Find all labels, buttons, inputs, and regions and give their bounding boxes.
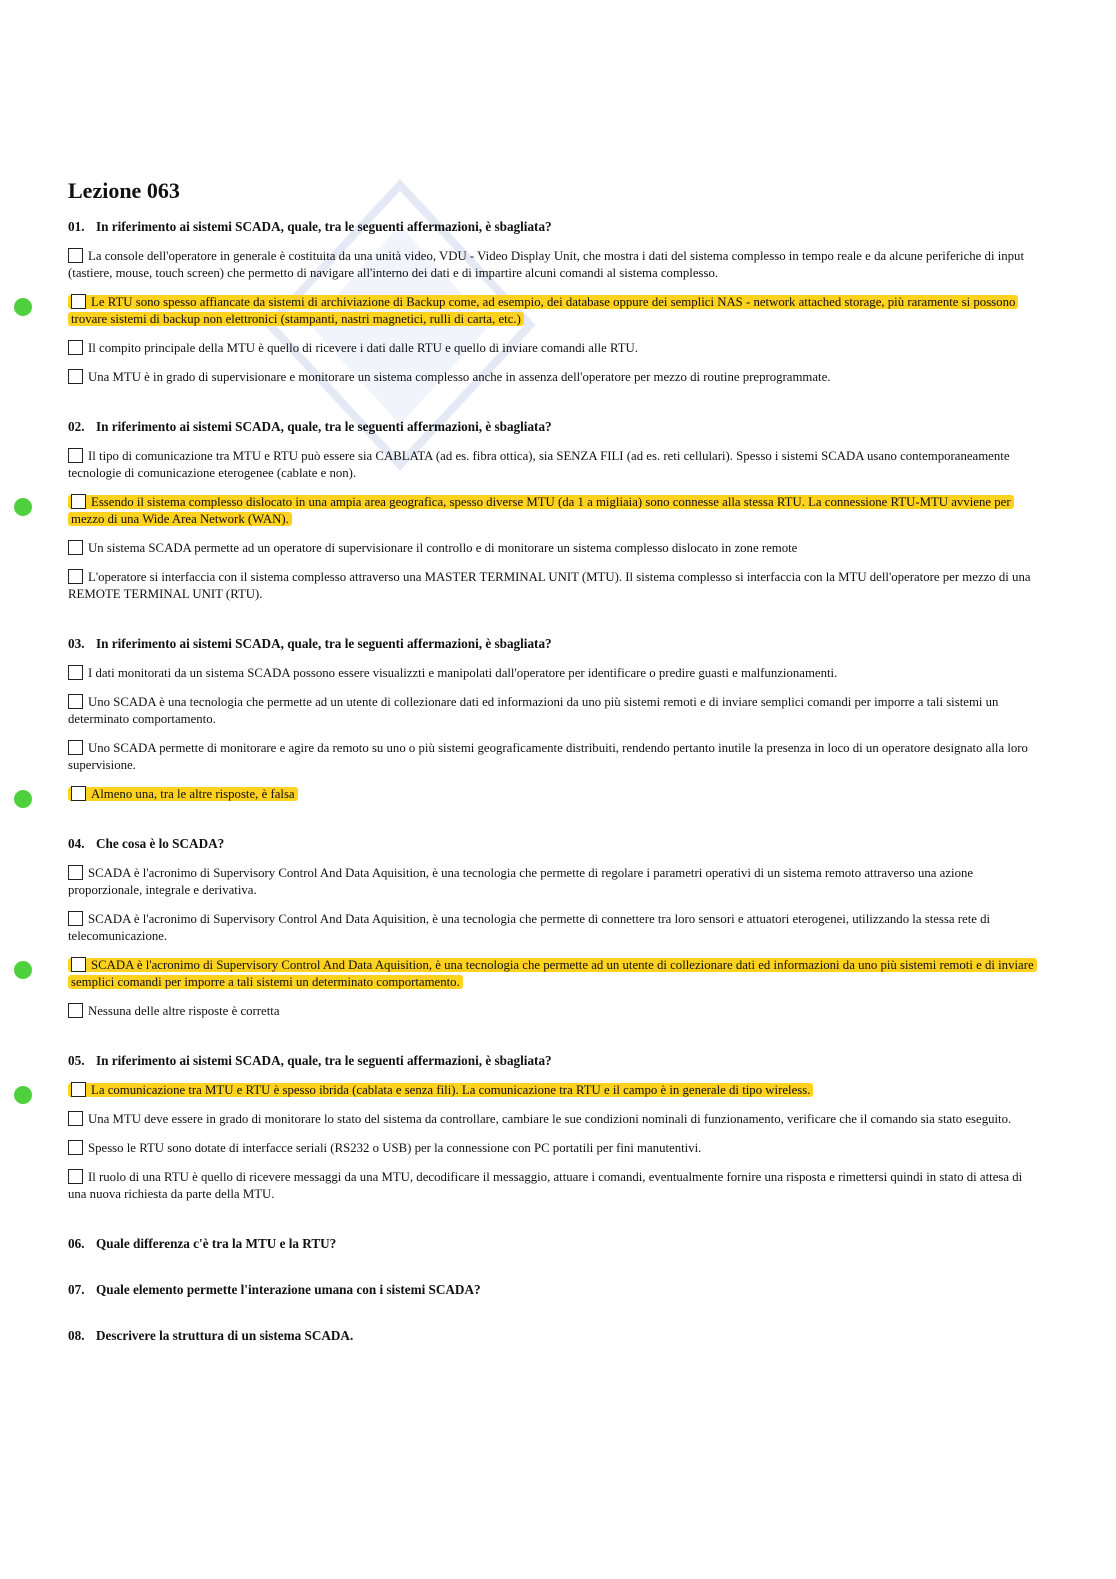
question-number: 08. bbox=[68, 1328, 85, 1343]
answer-highlight bbox=[68, 787, 298, 801]
answer-text: Il ruolo di una RTU è quello di ricevere messaggi da una MTU, decodificare il messaggio, attuare i comandi, eventualmente fornire una risposta e rimettersi quindi in stato di attesa di una nuova richiesta da parte della MTU. bbox=[68, 1170, 1023, 1201]
question-01 bbox=[68, 218, 1040, 386]
correct-marker-dot bbox=[14, 498, 32, 516]
answer-checkbox[interactable] bbox=[68, 911, 83, 926]
answer-option bbox=[68, 569, 1040, 603]
answer-option bbox=[68, 694, 1040, 728]
answer-text: Il compito principale della MTU è quello di ricevere i dati dalle RTU e quello di inviare comandi alle RTU. bbox=[88, 341, 638, 355]
question-text: In riferimento ai sistemi SCADA, quale, tra le seguenti affermazioni, è sbagliata? bbox=[96, 1053, 552, 1068]
answer-option bbox=[68, 911, 1040, 945]
question-number: 05. bbox=[68, 1053, 85, 1068]
open-question-08 bbox=[68, 1327, 1040, 1345]
answer-text: SCADA è l'acronimo di Supervisory Control And Data Aquisition, è una tecnologia che permette di connettere tra loro sensori e attuatori eterogenei, utilizzando la stessa rete di telecomunicazione. bbox=[68, 912, 991, 943]
open-question-06 bbox=[68, 1235, 1040, 1253]
answer-text: La console dell'operatore in generale è costituita da una unità video, VDU - Video Display Unit, che mostra i dati del sistema complesso in tempo reale e da alcune periferiche di input (tastiere, mouse, touch screen) che permetto di navigare all'interno dei dati e di impartire alcuni comandi al sistema complesso. bbox=[68, 249, 1025, 280]
answer-text: Una MTU deve essere in grado di monitorare lo stato del sistema da controllare, cambiare le sue condizioni nominali di funzionamento, verificare che il comando sia stato eseguito. bbox=[88, 1112, 1012, 1126]
answer-option-correct bbox=[68, 957, 1040, 991]
question-text: Descrivere la struttura di un sistema SCADA. bbox=[96, 1328, 354, 1343]
answer-checkbox[interactable] bbox=[68, 694, 83, 709]
answer-option bbox=[68, 1003, 1040, 1020]
correct-marker-dot bbox=[14, 1086, 32, 1104]
answer-text: La comunicazione tra MTU e RTU è spesso ibrida (cablata e senza fili). La comunicazione tra RTU e il campo è in generale di tipo wireless. bbox=[91, 1083, 811, 1097]
answer-highlight bbox=[68, 1083, 813, 1097]
answer-checkbox[interactable] bbox=[68, 1140, 83, 1155]
question-text: Quale elemento permette l'interazione umana con i sistemi SCADA? bbox=[96, 1282, 481, 1297]
answer-checkbox[interactable] bbox=[68, 740, 83, 755]
answer-text: Le RTU sono spesso affiancate da sistemi di archiviazione di Backup come, ad esempio, dei database oppure dei semplici NAS - network attached storage, più raramente si possono trovare sistemi di backup non elettronici (stampanti, nastri magnetici, rulli di carta, etc.) bbox=[71, 295, 1016, 326]
question-number: 04. bbox=[68, 836, 85, 851]
answer-text: Essendo il sistema complesso dislocato in una ampia area geografica, spesso diverse MTU (da 1 a migliaia) sono connesse alla stessa RTU. La connessione RTU-MTU avviene per mezzo di una Wide Area Network (WAN). bbox=[71, 495, 1011, 526]
answer-option bbox=[68, 540, 1040, 557]
question-text: Quale differenza c'è tra la MTU e la RTU? bbox=[96, 1236, 337, 1251]
answer-text: Il tipo di comunicazione tra MTU e RTU può essere sia CABLATA (ad es. fibra ottica), sia SENZA FILI (ad es. reti cellulari). Spesso i sistemi SCADA usano contemporaneamente tecnologie di comunicazione eterogenee (cablate e non). bbox=[68, 449, 1010, 480]
answer-text: Uno SCADA è una tecnologia che permette ad un utente di collezionare dati ed informazioni da uno più sistemi remoti e di inviare semplici comandi per imporre a tali sistemi un determinato comportamento. bbox=[68, 695, 999, 726]
question-05 bbox=[68, 1052, 1040, 1203]
answer-text: Una MTU è in grado di supervisionare e monitorare un sistema complesso anche in assenza dell'operatore per mezzo di routine preprogrammate. bbox=[88, 370, 831, 384]
question-02 bbox=[68, 418, 1040, 603]
answer-option bbox=[68, 1140, 1040, 1157]
answer-highlight bbox=[68, 958, 1037, 989]
answer-option bbox=[68, 448, 1040, 482]
answer-checkbox[interactable] bbox=[68, 1111, 83, 1126]
answer-checkbox[interactable] bbox=[71, 957, 86, 972]
question-heading bbox=[68, 635, 1040, 653]
question-number: 02. bbox=[68, 419, 85, 434]
question-text: In riferimento ai sistemi SCADA, quale, tra le seguenti affermazioni, è sbagliata? bbox=[96, 419, 552, 434]
correct-marker-dot bbox=[14, 298, 32, 316]
answer-option bbox=[68, 340, 1040, 357]
answer-option bbox=[68, 665, 1040, 682]
answer-checkbox[interactable] bbox=[68, 540, 83, 555]
answer-text: SCADA è l'acronimo di Supervisory Control And Data Aquisition, è una tecnologia che permette ad un utente di collezionare dati ed informazioni da uno più sistemi remoti e di inviare semplici comandi per imporre a tali sistemi un determinato comportamento. bbox=[71, 958, 1034, 989]
answer-checkbox[interactable] bbox=[68, 340, 83, 355]
answer-checkbox[interactable] bbox=[68, 865, 83, 880]
answer-text: I dati monitorati da un sistema SCADA possono essere visualizzti e manipolati dall'operatore per identificare o predire guasti e malfunzionamenti. bbox=[88, 666, 838, 680]
answer-option-correct bbox=[68, 494, 1040, 528]
question-heading bbox=[68, 1052, 1040, 1070]
question-03 bbox=[68, 635, 1040, 803]
answer-text: Almeno una, tra le altre risposte, è falsa bbox=[91, 787, 295, 801]
answer-option bbox=[68, 865, 1040, 899]
answer-option-correct bbox=[68, 294, 1040, 328]
answer-checkbox[interactable] bbox=[71, 786, 86, 801]
answer-option-correct bbox=[68, 786, 1040, 803]
answer-text: L'operatore si interfaccia con il sistema complesso attraverso una MASTER TERMINAL UNIT (MTU). Il sistema complesso si interfaccia con la MTU dell'operatore per mezzo di una REMOTE TERMINAL UNIT (RTU). bbox=[68, 570, 1031, 601]
answer-checkbox[interactable] bbox=[71, 494, 86, 509]
correct-marker-dot bbox=[14, 790, 32, 808]
question-heading bbox=[68, 418, 1040, 436]
question-number: 01. bbox=[68, 219, 85, 234]
lesson-title: Lezione 063 bbox=[68, 178, 180, 203]
answer-checkbox[interactable] bbox=[71, 294, 86, 309]
correct-marker-dot bbox=[14, 961, 32, 979]
answer-option bbox=[68, 1169, 1040, 1203]
question-04 bbox=[68, 835, 1040, 1020]
answer-option-correct bbox=[68, 1082, 1040, 1099]
answer-text: Spesso le RTU sono dotate di interfacce seriali (RS232 o USB) per la connessione con PC portatili per fini manutentivi. bbox=[88, 1141, 702, 1155]
answer-checkbox[interactable] bbox=[68, 448, 83, 463]
answer-checkbox[interactable] bbox=[68, 248, 83, 263]
answer-text: Nessuna delle altre risposte è corretta bbox=[88, 1004, 280, 1018]
question-number: 07. bbox=[68, 1282, 85, 1297]
answer-option bbox=[68, 369, 1040, 386]
answer-checkbox[interactable] bbox=[71, 1082, 86, 1097]
answer-highlight bbox=[68, 295, 1018, 326]
answer-checkbox[interactable] bbox=[68, 569, 83, 584]
answer-text: SCADA è l'acronimo di Supervisory Control And Data Aquisition, è una tecnologia che permette di regolare i parametri operativi di un sistema remoto attraverso una azione proporzionale, integrale e derivativa. bbox=[68, 866, 974, 897]
answer-text: Uno SCADA permette di monitorare e agire da remoto su uno o più sistemi geograficamente distribuiti, rendendo pertanto inutile la presenza in loco di un operatore designato alla loro supervisione. bbox=[68, 741, 1028, 772]
question-heading bbox=[68, 835, 1040, 853]
question-text: Che cosa è lo SCADA? bbox=[96, 836, 225, 851]
answer-checkbox[interactable] bbox=[68, 665, 83, 680]
quiz-content bbox=[68, 218, 1040, 1373]
question-text: In riferimento ai sistemi SCADA, quale, tra le seguenti affermazioni, è sbagliata? bbox=[96, 219, 552, 234]
answer-checkbox[interactable] bbox=[68, 1003, 83, 1018]
answer-checkbox[interactable] bbox=[68, 369, 83, 384]
answer-option bbox=[68, 1111, 1040, 1128]
question-text: In riferimento ai sistemi SCADA, quale, tra le seguenti affermazioni, è sbagliata? bbox=[96, 636, 552, 651]
question-number: 06. bbox=[68, 1236, 85, 1251]
answer-option bbox=[68, 740, 1040, 774]
answer-checkbox[interactable] bbox=[68, 1169, 83, 1184]
answer-highlight bbox=[68, 495, 1014, 526]
answer-text: Un sistema SCADA permette ad un operatore di supervisionare il controllo e di monitorare un sistema complesso dislocato in zone remote bbox=[88, 541, 798, 555]
question-number: 03. bbox=[68, 636, 85, 651]
answer-option bbox=[68, 248, 1040, 282]
open-question-07 bbox=[68, 1281, 1040, 1299]
question-heading bbox=[68, 218, 1040, 236]
